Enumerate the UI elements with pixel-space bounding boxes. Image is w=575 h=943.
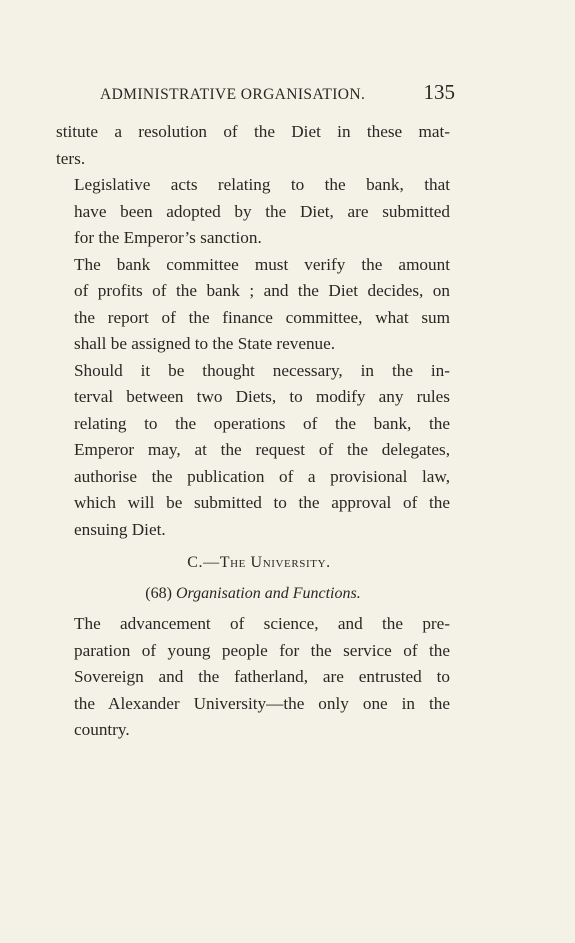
running-head [100, 80, 455, 105]
paragraph-4 [56, 358, 450, 544]
subheading-number: (68) [145, 584, 172, 602]
section-heading: C.—The University. [187, 554, 331, 571]
paragraph-1 [56, 119, 450, 172]
text-line: relating to the operations of the bank, the [74, 413, 450, 433]
text-line: The advancement of science, and the pre- [74, 614, 450, 633]
text-line: shall be assigned to the State revenue. [74, 334, 336, 353]
text-line: the Alexander University—the only one in the [74, 693, 450, 713]
text-line: country. [74, 720, 130, 739]
text-line: for the Emperor’s sanction. [74, 228, 262, 247]
running-title: ADMINISTRATIVE ORGANISATION. [100, 86, 366, 103]
text-line: terval between two Diets, to modify any rules [74, 387, 450, 406]
body-text [56, 119, 450, 744]
text-line: ensuing Diet. [74, 519, 166, 539]
subheading [56, 581, 450, 608]
text-line: Should it be thought necessary, in the in- [74, 360, 450, 380]
text-line: Legislative acts relating to the bank, that [74, 175, 450, 194]
paragraph-3 [56, 252, 450, 358]
text-line: authorise the publication of a provisional law, [74, 466, 450, 486]
text-line: have been adopted by the Diet, are submitted [74, 201, 450, 221]
text-line: paration of young people for the service of the [74, 640, 450, 660]
text-line: which will be submitted to the approval of the [74, 493, 450, 512]
page-number: 135 [423, 80, 455, 104]
text-line: of profits of the bank ; and the Diet decides, on [74, 281, 450, 300]
paragraph-5 [56, 611, 450, 744]
text-line: Sovereign and the fatherland, are entrusted to [74, 667, 450, 686]
text-line: stitute a resolution of the Diet in these mat- [56, 122, 450, 141]
text-line: The bank committee must verify the amount [74, 254, 450, 274]
paragraph-2 [56, 172, 450, 252]
text-line: the report of the finance committee, what sum [74, 307, 450, 327]
text-line: Emperor may, at the request of the delegates, [74, 440, 450, 459]
subheading-title: Organisation and Functions. [175, 584, 361, 602]
text-line: ters. [56, 148, 86, 168]
